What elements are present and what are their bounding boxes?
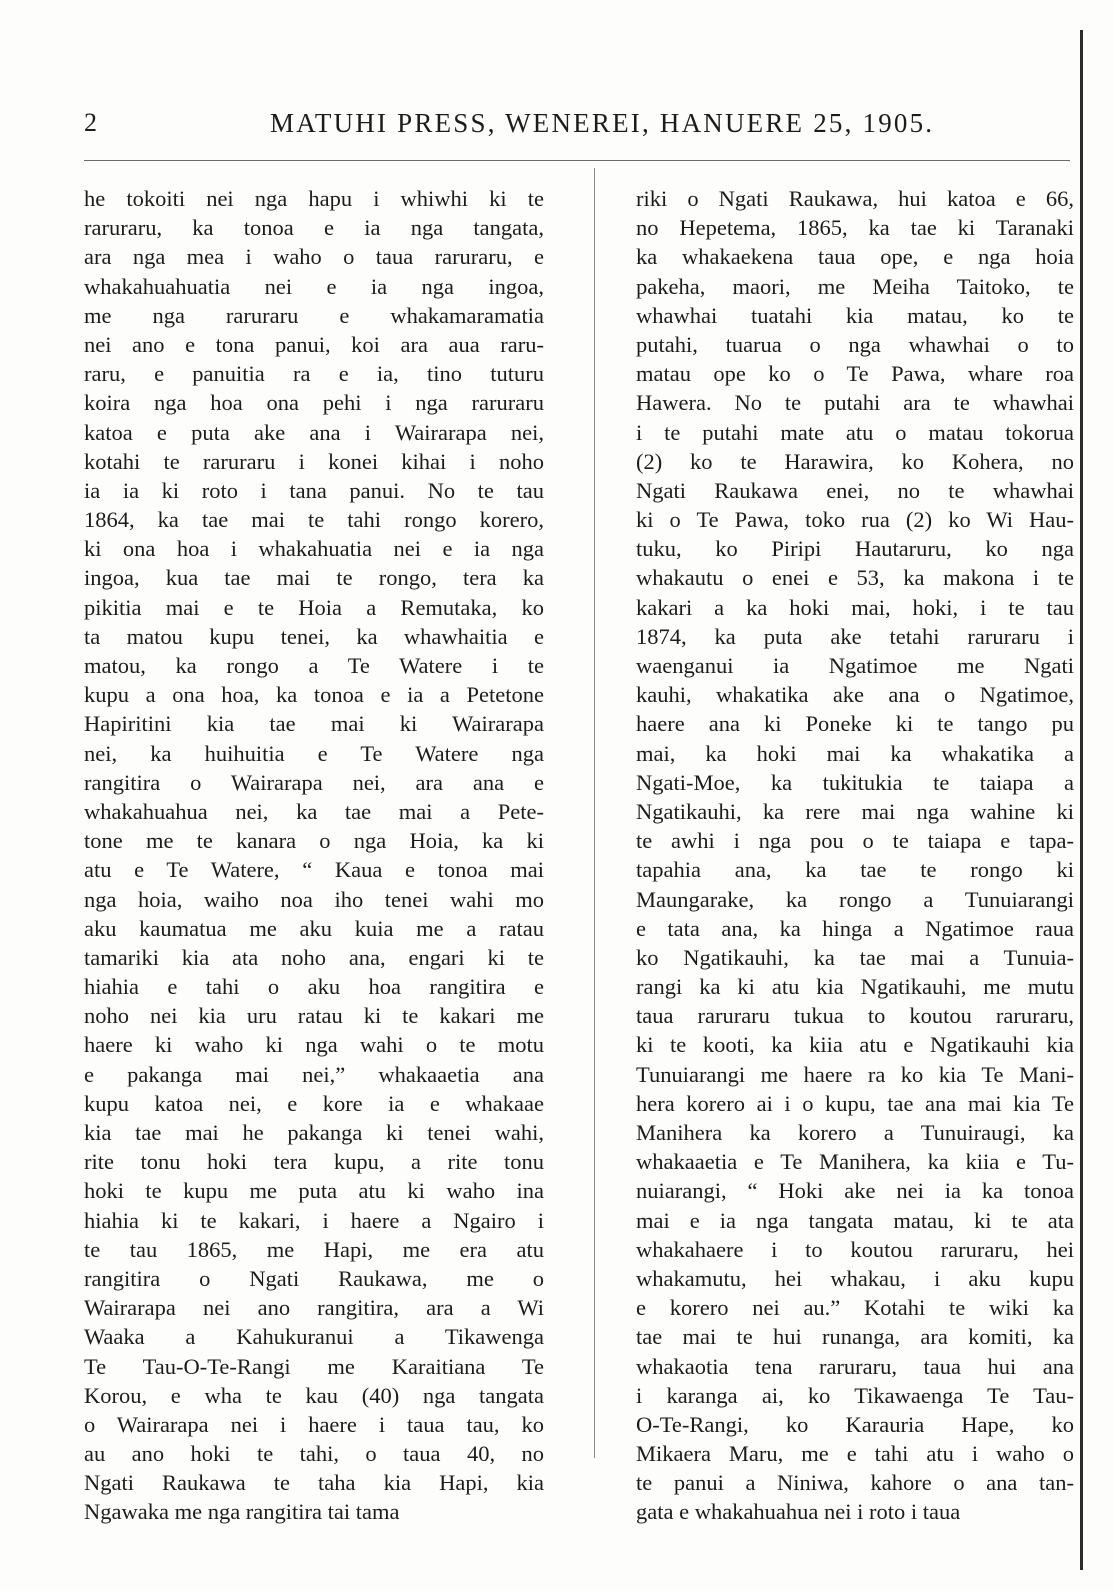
text-line: katoa e puta ake ana i Wairarapa nei, — [84, 419, 544, 445]
text-line: ki o Te Pawa, toko rua (2) ko Wi Hau- — [636, 507, 1074, 533]
text-line: ki ona hoa i whakahuatia nei e ia nga — [84, 536, 544, 562]
masthead: MATUHI PRESS, WENEREI, HANUERE 25, 1905. — [270, 108, 935, 138]
right-column — [636, 184, 1074, 1527]
text-line: whakahaere i to koutou raruraru, hei — [636, 1236, 1074, 1262]
text-line: Maungarake, ka rongo a Tunuiarangi — [636, 886, 1074, 912]
text-line: no Hepetema, 1865, ka tae ki Taranaki — [636, 215, 1074, 241]
text-line: pikitia mai e te Hoia a Remutaka, ko — [84, 594, 544, 620]
text-line: ki te kooti, ka kiia atu e Ngatikauhi kia — [636, 1032, 1074, 1058]
text-line: ingoa, kua tae mai te rongo, tera ka — [84, 565, 544, 591]
text-line: noho nei kia uru ratau ki te kakari me — [84, 1003, 544, 1029]
text-line: riki o Ngati Raukawa, hui katoa e 66, — [636, 186, 1074, 211]
text-line: 1864, ka tae mai te tahi rongo korero, — [84, 507, 544, 533]
text-line: kauhi, whakatika ake ana o Ngatimoe, — [636, 682, 1074, 708]
column-divider — [594, 168, 595, 1458]
text-line: ta matou kupu tenei, ka whawhaitia e — [84, 623, 544, 649]
text-line: nei ano e tona panui, koi ara aua raru- — [84, 331, 544, 357]
text-line: Tunuiarangi me haere ra ko kia Te Mani- — [636, 1061, 1074, 1087]
text-line: matou, ka rongo a Te Watere i te — [84, 653, 544, 678]
text-line: Mikaera Maru, me e tahi atu i waho o — [636, 1441, 1074, 1467]
text-line: tae mai te hui runanga, ara komiti, ka — [636, 1324, 1074, 1350]
text-line: kupu katoa nei, e kore ia e whakaae — [84, 1090, 544, 1116]
text-line: hiahia ki te kakari, i haere a Ngairo i — [84, 1207, 544, 1233]
text-line: e pakanga mai nei,” whakaaetia ana — [84, 1061, 544, 1087]
text-line: i karanga ai, ko Tikawaenga Te Tau- — [636, 1382, 1074, 1408]
text-line: tapahia ana, ka tae te rongo ki — [636, 857, 1074, 883]
text-line: haere ki waho ki nga wahi o te motu — [84, 1032, 544, 1058]
text-line: rite tonu hoki tera kupu, a rite tonu — [84, 1149, 544, 1175]
page-header — [84, 108, 984, 148]
text-line: e tata ana, ka hinga a Ngatimoe raua — [636, 915, 1074, 941]
text-line: nei, ka huihuitia e Te Watere nga — [84, 740, 544, 766]
text-line: raruraru, ka tonoa e ia nga tangata, — [84, 215, 544, 241]
text-line: whakahuahua nei, ka tae mai a Pete- — [84, 798, 544, 824]
text-line: kupu a ona hoa, ka tonoa e ia a Petetone — [84, 682, 544, 708]
text-line: whakamutu, hei whakau, i aku kupu — [636, 1265, 1074, 1291]
text-line: Ngawaka me nga rangitira tai tama — [84, 1499, 400, 1525]
text-line: ia ia ki roto i tana panui. No te tau — [84, 477, 544, 503]
text-line: te tau 1865, me Hapi, me era atu — [84, 1236, 544, 1262]
left-column — [84, 184, 544, 1527]
text-line: raru, e panuitia ra e ia, tino tuturu — [84, 361, 544, 387]
text-line: nuiarangi, “ Hoki ake nei ia ka tonoa — [636, 1178, 1074, 1204]
page-number: 2 — [84, 108, 98, 137]
header-rule — [84, 160, 1070, 161]
text-line: rangi ka ki atu kia Ngatikauhi, me mutu — [636, 974, 1074, 1000]
text-line: mai, ka hoki mai ka whakatika a — [636, 740, 1074, 766]
text-line: Hawera. No te putahi ara te whawhai — [636, 390, 1074, 416]
text-line: putahi, tuarua o nga whawhai o to — [636, 331, 1074, 357]
text-line: Ngati-Moe, ka tukitukia te taiapa a — [636, 769, 1074, 795]
text-line: hera korero ai i o kupu, tae ana mai kia Te — [636, 1090, 1074, 1116]
text-line: Ngati Raukawa enei, no te whawhai — [636, 477, 1074, 503]
text-line: mai e ia nga tangata matau, ki te ata — [636, 1207, 1074, 1233]
text-line: me nga raruraru e whakamaramatia — [84, 302, 544, 328]
text-line: kia tae mai he pakanga ki tenei wahi, — [84, 1120, 544, 1145]
text-line: o Wairarapa nei i haere i taua tau, ko — [84, 1411, 544, 1437]
text-line: Ngati Raukawa te taha kia Hapi, kia — [84, 1470, 544, 1496]
text-line: gata e whakahuahua nei i roto i taua — [636, 1499, 961, 1525]
text-line: ko Ngatikauhi, ka tae mai a Tunuia- — [636, 944, 1074, 970]
text-line: aku kaumatua me aku kuia me a ratau — [84, 915, 544, 941]
text-line: matau ope ko o Te Pawa, whare roa — [636, 361, 1074, 387]
text-line: tuku, ko Piripi Hautaruru, ko nga — [636, 536, 1074, 562]
text-line: rangitira o Ngati Raukawa, me o — [84, 1265, 544, 1291]
text-line: rangitira o Wairarapa nei, ara ana e — [84, 769, 544, 795]
text-line: whakaaetia e Te Manihera, ka kiia e Tu- — [636, 1149, 1074, 1175]
text-line: haere ana ki Poneke ki te tango pu — [636, 711, 1074, 737]
text-line: tone me te kanara o nga Hoia, ka ki — [84, 828, 544, 854]
text-line: pakeha, maori, me Meiha Taitoko, te — [636, 273, 1074, 299]
text-line: Hapiritini kia tae mai ki Wairarapa — [84, 711, 544, 737]
text-line: Manihera ka korero a Tunuiraugi, ka — [636, 1120, 1074, 1145]
text-line: e korero nei au.” Kotahi te wiki ka — [636, 1295, 1074, 1321]
text-line: kakari a ka hoki mai, hoki, i te tau — [636, 594, 1074, 620]
text-line: whakaotia tena raruraru, taua hui ana — [636, 1353, 1074, 1379]
text-line: tamariki kia ata noho ana, engari ki te — [84, 944, 544, 970]
text-line: whakautu o enei e 53, ka makona i te — [636, 565, 1074, 591]
text-line: O-Te-Rangi, ko Karauria Hape, ko — [636, 1411, 1074, 1437]
text-line: Korou, e wha te kau (40) nga tangata — [84, 1382, 544, 1408]
text-line: i te putahi mate atu o matau tokorua — [636, 419, 1074, 445]
text-line: te awhi i nga pou o te taiapa e tapa- — [636, 828, 1074, 854]
text-line: hiahia e tahi o aku hoa rangitira e — [84, 974, 544, 1000]
text-line: Ngatikauhi, ka rere mai nga wahine ki — [636, 798, 1074, 824]
text-line: te panui a Niniwa, kahore o ana tan- — [636, 1470, 1074, 1496]
text-line: Waaka a Kahukuranui a Tikawenga — [84, 1324, 544, 1350]
text-line: hoki te kupu me puta atu ki waho ina — [84, 1178, 544, 1204]
text-line: Wairarapa nei ano rangitira, ara a Wi — [84, 1295, 544, 1321]
text-line: kotahi te raruraru i konei kihai i noho — [84, 448, 544, 474]
text-line: au ano hoki te tahi, o taua 40, no — [84, 1441, 544, 1467]
text-line: Te Tau-O-Te-Rangi me Karaitiana Te — [84, 1353, 544, 1379]
text-line: waenganui ia Ngatimoe me Ngati — [636, 653, 1074, 678]
text-line: koira nga hoa ona pehi i nga raruraru — [84, 390, 544, 416]
text-line: ka whakaekena taua ope, e nga hoia — [636, 244, 1074, 270]
text-line: whakahuahuatia nei e ia nga ingoa, — [84, 273, 544, 299]
text-line: 1874, ka puta ake tetahi raruraru i — [636, 623, 1074, 649]
text-line: he tokoiti nei nga hapu i whiwhi ki te — [84, 186, 544, 211]
text-line: (2) ko te Harawira, ko Kohera, no — [636, 448, 1074, 474]
text-line: whawhai tuatahi kia matau, ko te — [636, 302, 1074, 328]
text-line: atu e Te Watere, “ Kaua e tonoa mai — [84, 857, 544, 883]
page-edge-rule — [1080, 30, 1083, 1570]
text-line: taua raruraru tukua to koutou raruraru, — [636, 1003, 1074, 1029]
text-line: ara nga mea i waho o taua raruraru, e — [84, 244, 544, 270]
text-line: nga hoia, waiho noa iho tenei wahi mo — [84, 886, 544, 912]
